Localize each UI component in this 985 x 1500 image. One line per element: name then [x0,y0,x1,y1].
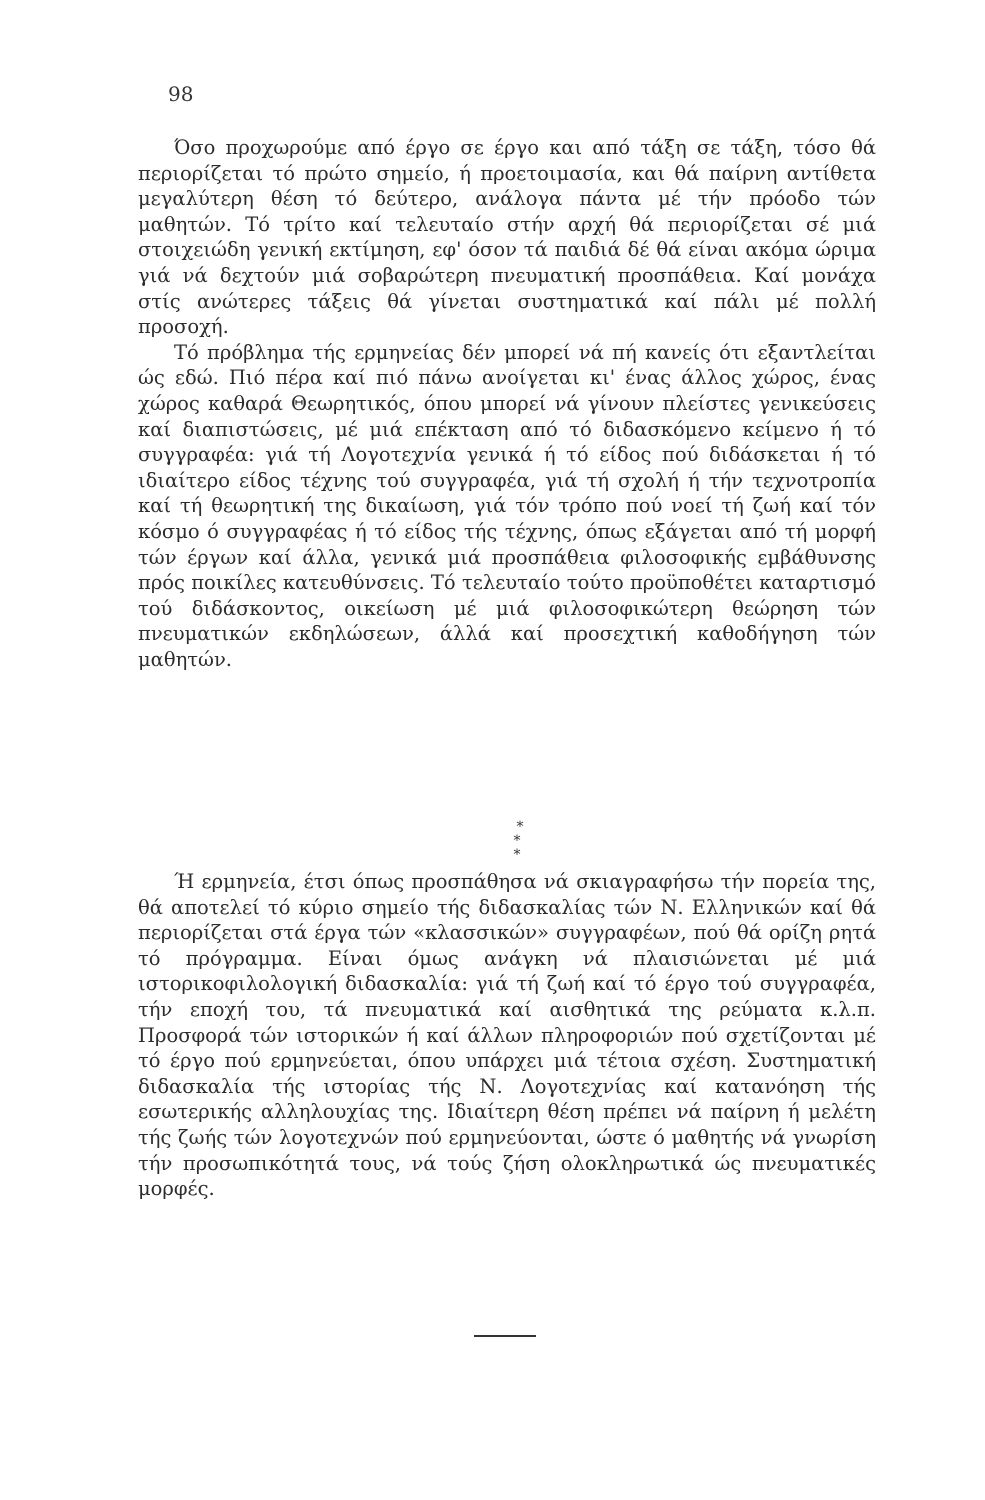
asterism-bottom-stars: * * [513,833,527,863]
text-section-1 [138,135,876,672]
text-section-2 [138,869,876,1202]
paragraph: Όσο προχωρούμε από έργο σε έργο και από τάξη σε τάξη, τόσο θά περιορίζεται τό πρώτο σημείο, ή προετοιμασία, και θά παίρνη αντίθετα μεγαλύτερη θέση τό δεύτερο, ανάλογα πάντα μέ τήν πρόοδο τών μαθητών. Τό τρίτο καί τελευταίο στήν αρχή θά περιορίζεται σέ μιά στοιχειώδη γενική εκτίμηση, εφ' όσον τά παιδιά δέ θά είναι ακόμα ώριμα γιά νά δεχτούν μιά σοβαρώτερη πνευματική προσπάθεια. Καί μονάχα στίς ανώτερες τάξεις θά γίνεται συστηματικά καί πάλι μέ πολλή προσοχή. [138,136,876,339]
asterism-top-star: * [516,819,524,835]
paragraph: Ή ερμηνεία, έτσι όπως προσπάθησα νά σκιαγραφήσω τήν πορεία της, θά αποτελεί τό κύριο σημείο τής διδασκαλίας τών Ν. Ελληνικών καί θά περιορίζεται στά έργα τών «κλασσικών» συγγραφέων, πού θά ορίζη ρητά τό πρόγραμμα. Είναι όμως ανάγκη νά πλαισιώνεται μέ μιά ιστορικοφιλολογική διδασκαλία: γιά τή ζωή καί τό έργο τού συγγραφέα, τήν εποχή του, τά πνευματικά καί αισθητικά της ρεύματα κ.λ.π. Προσφορά τών ιστορικών ή καί άλλων πληροφοριών πού σχετίζονται μέ τό έργο πού ερμηνεύεται, όπου υπάρχει μιά τέτοια σχέση. Συστηματική διδασκαλία τής ιστορίας τής Ν. Λογοτεχνίας καί κατανόηση τής εσωτερικής αλληλουχίας της. Ιδιαίτερη θέση πρέπει νά παίρνη ή μελέτη τής ζωής τών λογοτεχνών πού ερμηνεύονται, ώστε ό μαθητής νά γνωρίση τήν προσωπικότητά τους, νά τούς ζήση ολοκληρωτικά ώς πνευματικές μορφές. [138,870,876,1201]
page-number: 98 [168,82,194,106]
end-rule-divider [474,1335,536,1337]
section-separator-asterism [505,819,535,863]
paragraph: Τό πρόβλημα τής ερμηνείας δέν μπορεί νά πή κανείς ότι εξαντλείται ώς εδώ. Πιό πέρα καί πιό πάνω ανοίγεται κι' ένας άλλος χώρος, ένας χώρος καθαρά Θεωρητικός, όπου μπορεί νά γίνουν πλείστες γενικεύσεις καί διαπιστώσεις, μέ μιά επέκταση από τό διδασκόμενο κείμενο ή τό συγγραφέα: γιά τή Λογοτεχνία γενικά ή τό είδος πού διδάσκεται ή τό ιδιαίτερο είδος τέχνης τού συγγραφέα, γιά τή σχολή ή τήν τεχνοτροπία καί τή θεωρητική της δικαίωση, γιά τόν τρόπο πού νοεί τή ζωή καί τόν κόσμο ό συγγραφέας ή τό είδος τής τέχνης, όπως εξάγεται από τή μορφή τών έργων καί άλλα, γενικά μιά προσπάθεια φιλοσοφικής εμβάθυνσης πρός ποικίλες κατευθύνσεις. Τό τελευταίο τούτο προϋποθέτει καταρτισμό τού διδάσκοντος, οικείωση μέ μιά φιλοσοφικώτερη θεώρηση τών πνευματικών εκδηλώσεων, άλλά καί προσεχτική καθοδήγηση τών μαθητών. [138,340,876,671]
